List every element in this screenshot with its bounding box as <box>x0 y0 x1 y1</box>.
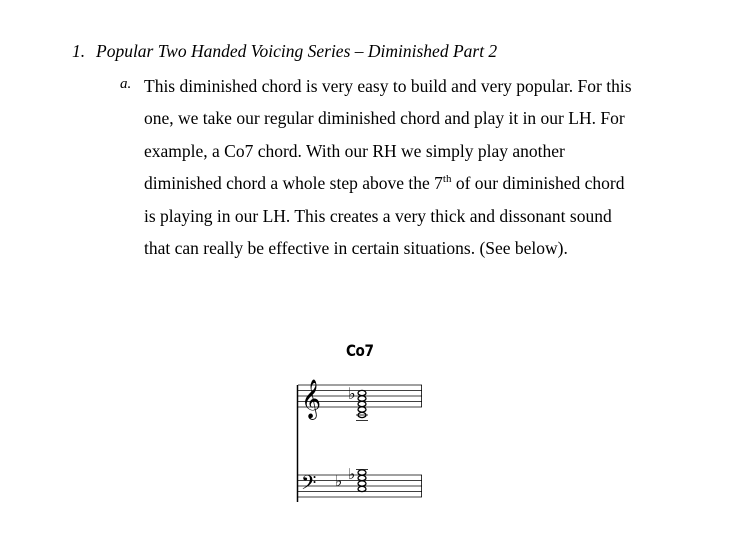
list-item-marker: a. <box>120 76 132 92</box>
paragraph-line: that can really be effective in certain situations. (See below). <box>144 238 568 259</box>
paragraph-line: one, we take our regular diminished chord and play it in our LH. For <box>144 108 625 129</box>
paragraph-line: is playing in our LH. This creates a very thick and dissonant sound <box>144 205 612 226</box>
paragraph-line: example, a Co7 chord. With our RH we simply play another <box>144 140 565 161</box>
flat-icon: ♭ <box>348 384 356 403</box>
chord-symbol: Co7 <box>346 341 374 360</box>
line-text-post: of our diminished chord <box>451 173 625 194</box>
heading-title: Popular Two Handed Voicing Series – Diminished Part 2 <box>96 41 498 61</box>
line-text-pre: diminished chord a whole step above the 7 <box>144 173 443 194</box>
paragraph-line <box>144 167 704 199</box>
music-notation <box>292 365 432 510</box>
flat-icon: ♭ <box>348 465 356 483</box>
paragraph <box>144 70 704 264</box>
superscript-th: th <box>442 173 452 186</box>
heading-number: 1. <box>72 41 86 61</box>
paragraph-line: This diminished chord is very easy to build and very popular. For this <box>144 76 632 96</box>
treble-clef-icon: 𝄞 <box>301 379 322 419</box>
flat-icon: ♭ <box>335 472 343 490</box>
section-heading <box>72 41 497 62</box>
bass-clef-icon: 𝄢 <box>301 471 317 499</box>
treble-chord <box>356 390 368 420</box>
